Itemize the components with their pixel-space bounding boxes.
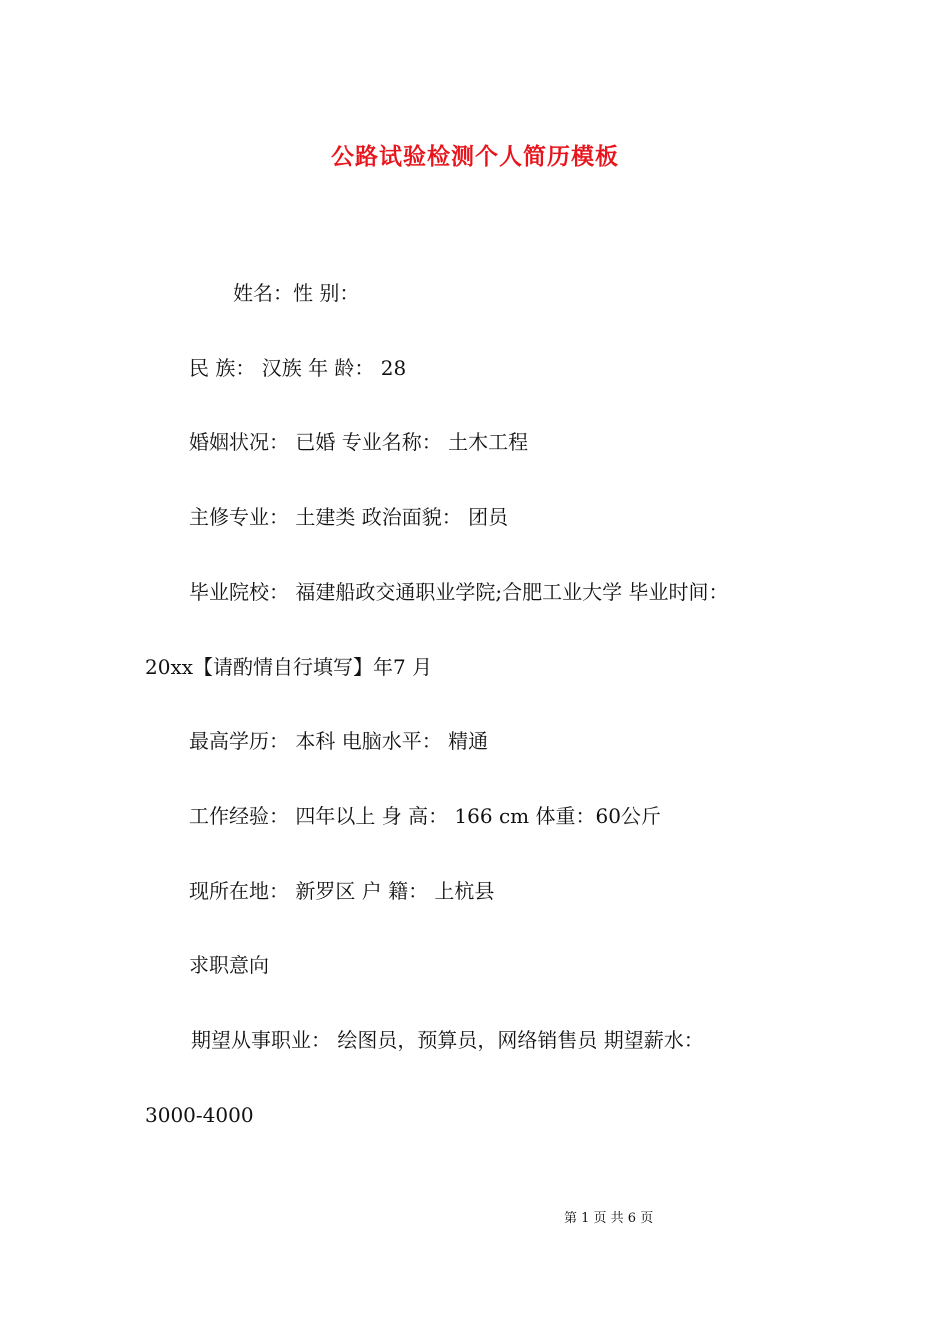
document-title: 公路试验检测个人简历模板 (331, 143, 619, 170)
line-salary-range: 3000-4000 (145, 1103, 254, 1127)
line-location-household: 现所在地： 新罗区 户 籍： 上杭县 (189, 879, 495, 903)
line-graduation-date: 20xx【请酌情自行填写】年7 月 (145, 655, 433, 679)
line-job-intention-heading: 求职意向 (189, 953, 269, 977)
line-ethnicity-age: 民 族： 汉族 年 龄： 28 (189, 356, 407, 380)
line-main-major-politics: 主修专业： 土建类 政治面貌： 团员 (189, 505, 509, 529)
line-education-computer: 最高学历： 本科 电脑水平： 精通 (189, 729, 489, 753)
line-experience-height-weight: 工作经验： 四年以上 身 高： 166 cm 体重：60公斤 (189, 804, 661, 828)
line-school-graduation: 毕业院校： 福建船政交通职业学院;合肥工业大学 毕业时间： (189, 580, 729, 604)
line-marital-major: 婚姻状况： 已婚 专业名称： 土木工程 (189, 430, 529, 454)
line-desired-job-salary: 期望从事职业： 绘图员，预算员，网络销售员 期望薪水： (191, 1028, 704, 1052)
page-footer: 第 1 页 共 6 页 (564, 1211, 654, 1226)
line-name-gender: 姓名：性 别： (233, 281, 360, 305)
